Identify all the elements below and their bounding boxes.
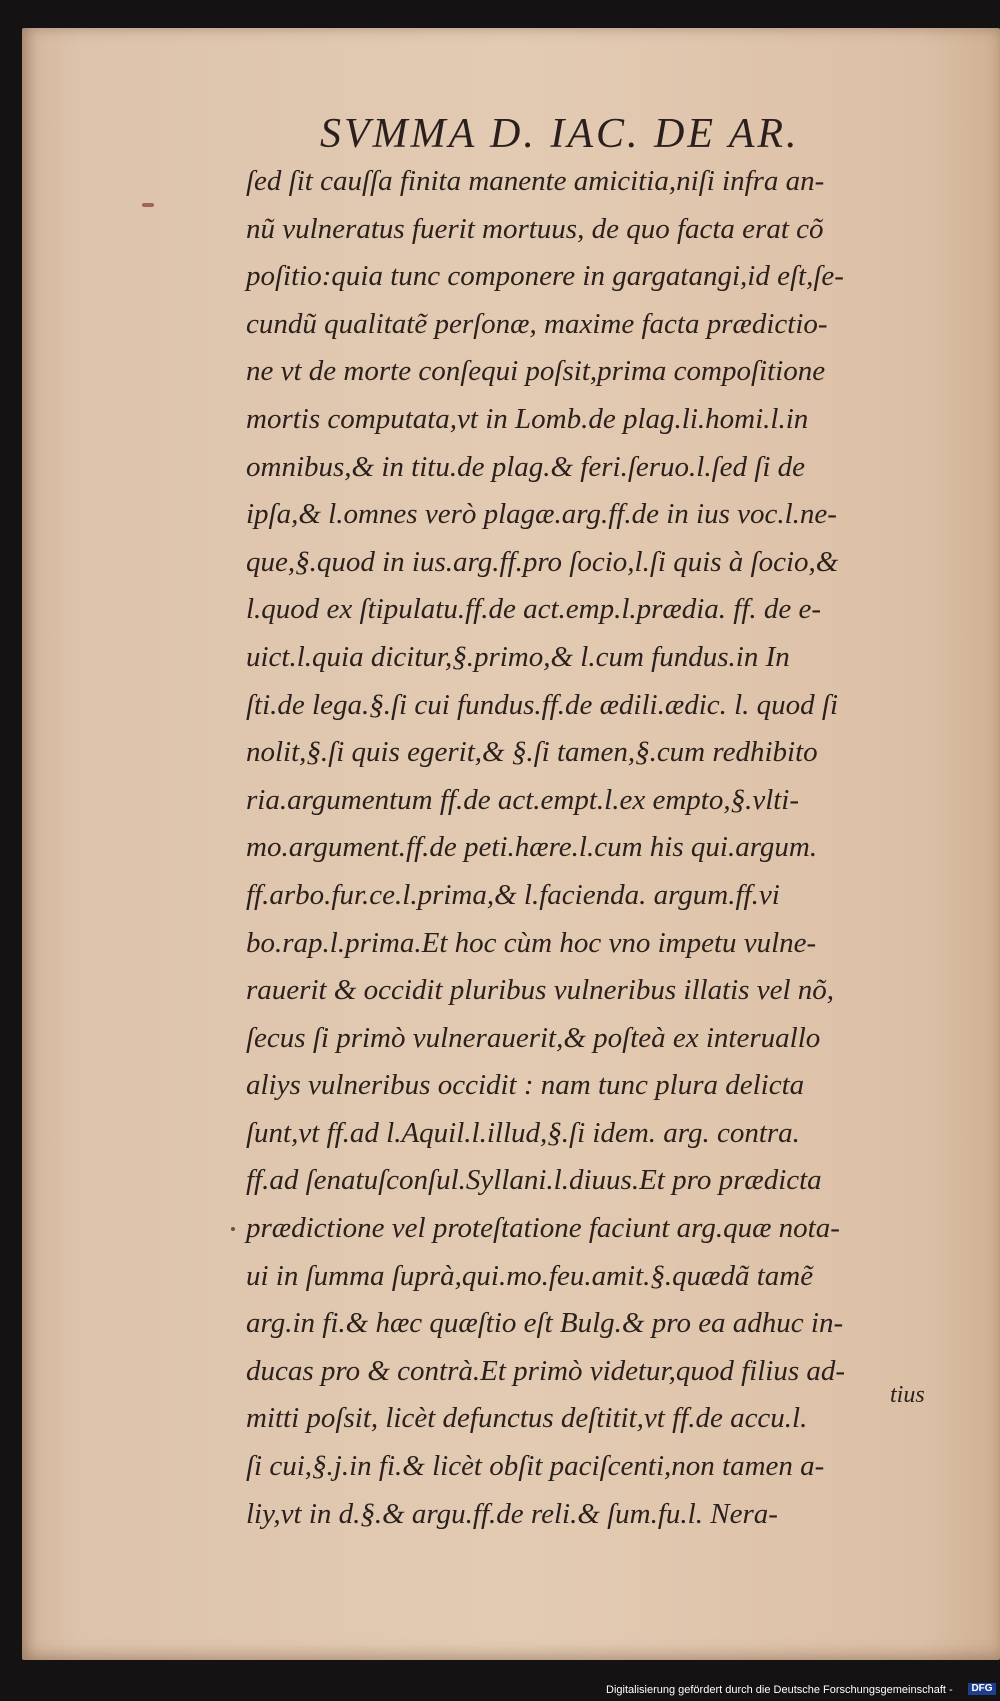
text-line: ria.argumentum ff.de act.empt.l.ex empto,§.vlti- (246, 783, 800, 816)
footer-credit: Digitalisierung gefördert durch die Deutsche Forschungsgemeinschaft - (606, 1684, 953, 1696)
running-head: SVMMA D. IAC. DE AR. (320, 111, 800, 157)
text-line: nolit,§.ſi quis egerit,& §.ſi tamen,§.cum redhibito (246, 736, 818, 769)
body-text (246, 158, 946, 1538)
text-line: l.quod ex ſtipulatu.ff.de act.emp.l.prædia. ff. de e- (246, 593, 822, 626)
ink-mark (142, 203, 154, 207)
text-line: mortis computata,vt in Lomb.de plag.li.homi.l.in (246, 402, 809, 435)
text-line: bo.rap.l.prima.Et hoc cùm hoc vno impetu vulne- (246, 926, 817, 959)
text-line: ff.ad ſenatuſconſul.Syllani.l.diuus.Et pro prædicta (246, 1164, 822, 1197)
dfg-logo: DFG (968, 1683, 996, 1695)
text-line: omnibus,& in titu.de plag.& feri.ſeruo.l.ſed ſi de (246, 450, 806, 483)
text-line: poſitio:quia tunc componere in gargatangi,id eſt,ſe- (246, 260, 844, 293)
text-line: arg.in fi.& hæc quæſtio eſt Bulg.& pro ea adhuc in- (246, 1307, 844, 1340)
text-line: cundũ qualitatẽ perſonæ, maxime facta prædictio- (246, 307, 828, 340)
text-line: ui in ſumma ſuprà,qui.mo.feu.amit.§.quædã tamẽ (246, 1259, 814, 1292)
catchword: tius (890, 1382, 925, 1408)
ink-dot (231, 1227, 235, 1231)
text-line: rauerit & occidit pluribus vulneribus illatis vel nõ, (246, 974, 835, 1007)
text-line: aliys vulneribus occidit : nam tunc plura delicta (246, 1069, 805, 1102)
text-line: ſti.de lega.§.ſi cui fundus.ff.de ædili.ædic. l. quod ſi (246, 688, 839, 721)
text-line: mo.argument.ff.de peti.hære.l.cum his qui.argum. (246, 831, 818, 864)
text-line: que,§.quod in ius.arg.ff.pro ſocio,l.ſi quis à ſocio,& (246, 545, 839, 578)
text-line: ipſa,& l.omnes verò plagæ.arg.ff.de in ius voc.l.ne- (246, 498, 837, 531)
text-line: liy,vt in d.§.& argu.ff.de reli.& ſum.fu.l. Nera- (246, 1497, 778, 1530)
text-line: ſunt,vt ff.ad l.Aquil.l.illud,§.ſi idem. arg. contra. (246, 1116, 800, 1149)
text-line: prædictione vel proteſtatione faciunt arg.quæ nota- (246, 1212, 840, 1245)
text-line: ff.arbo.fur.ce.l.prima,& l.facienda. argum.ff.vi (246, 878, 780, 911)
text-line: ne vt de morte conſequi poſsit,prima compoſitione (246, 355, 826, 388)
text-line: ſi cui,§.j.in fi.& licèt obſit paciſcenti,non tamen a- (246, 1450, 825, 1483)
text-line: ſecus ſi primò vulnerauerit,& poſteà ex interuallo (246, 1021, 821, 1054)
text-line: nũ vulneratus fuerit mortuus, de quo facta erat cõ (246, 212, 824, 245)
text-line: ſed ſit cauſſa finita manente amicitia,niſi infra an- (246, 165, 825, 197)
text-line: ducas pro & contrà.Et primò videtur,quod filius ad- (246, 1354, 846, 1387)
text-line: mitti poſsit, licèt defunctus deſtitit,vt ff.de accu.l. (246, 1402, 808, 1435)
text-line: uict.l.quia dicitur,§.primo,& l.cum fundus.in In (246, 640, 790, 673)
